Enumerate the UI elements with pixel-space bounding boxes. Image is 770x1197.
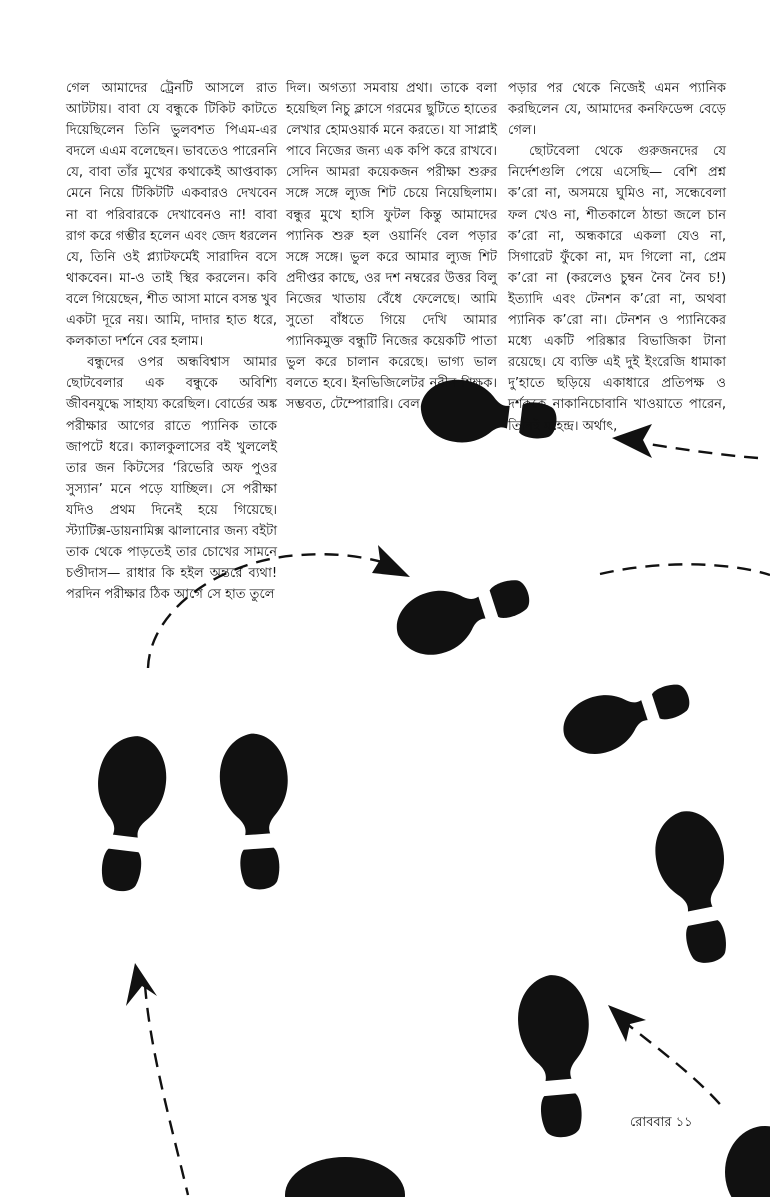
footprint [514, 972, 598, 1140]
footprint-partial [725, 1126, 770, 1197]
footprint [85, 732, 171, 895]
footprint-partial [285, 1157, 405, 1197]
paragraph: ছোটবেলা থেকে গুরুজনদের যে নির্দেশগুলি পেয়ে এসেছি— বেশি প্রশ্ন ক’রো না, অসময়ে ঘুমিও না, সন্ধেবেলা ফল খেও না, শীতকালে ঠান্ডা জলে চান ক’রো না, অন্ধকারে একলা যেও না, সিগারেট ফুঁকো না, মদ গিলো না, প্রেম ক’রো না (করলেও চুম্বন নৈব নৈব চ!) ইত্যাদি এবং টেনশন ক’রো না, অথবা প্যানিক ক’রো না। টেনশন ও প্যানিকের মধ্যে একটি পরিষ্কার বিভাজিকা টানা রয়েছে। যে ব্যক্তি এই দুই ইংরেজি ধামাকা দু’হাতে ছড়িয়ে একাধারে প্রতিপক্ষ ও দর্শককে নাকানিচোবানি খাওয়াতে পারেন, তিনিই মহেন্দ্র। অর্থাৎ, [508, 144, 726, 434]
footprint [217, 731, 295, 891]
footprint [388, 563, 537, 664]
arrow-icon [126, 963, 157, 1006]
paragraph: দিল। অগত্যা সমবায় প্রথা। তাকে বলা হয়েছিল নিচু ক্লাসে গরমের ছুটিতে হাতের লেখার হোমওয়ার্ক মনে করতে। যা সাপ্লাই পাবে নিজের জন্য এক কপি করে রাখবে। সেদিন আমরা কয়েকজন পরীক্ষা শুরুর সঙ্গে সঙ্গে ল্যুজ শিট চেয়ে নিয়েছিলাম। বন্ধুর মুখে হাসি ফুটল কিন্তু আমাদের প্যানিক শুরু হল ওয়ার্নিং বেল পড়ার সঙ্গে সঙ্গে। ভুল করে আমার ল্যুজ শিট প্রদীপ্তর কাছে, ওর দশ নম্বরের উত্তর বিলু নিজের খাতায় বেঁধে ফেলেছে। আমি সুতো বাঁধতে গিয়ে দেখি আমার প্যানিকমুক্ত বন্ধুটি নিজের কয়েকটি পাতা ভুল করে চালান করেছে। ভাগ্য ভাল বলতে হবে। ইনভিজিলেটর নবীন শিক্ষক। সম্ভবত, টেম্পোরারি। বেল [286, 81, 497, 413]
paragraph: গেল আমাদের ট্রেনটি আসলে রাত আটটায়। বাবা যে বন্ধুকে টিকিট কাটতে দিয়েছিলেন তিনি ভুলবশত পিএম-এর বদলে এএম বলেছেন। ভাবতেও পারেননি যে, বাবা তাঁর মুখের কথাকেই আপ্তবাক্য মেনে নিয়ে টিকিটটি একবারও দেখবেন না বা পরিবারকে দেখাবেনও না! বাবা রাগ করে গম্ভীর হলেন এবং জেদ ধরলেন যে, তিনি ওই প্ল্যাটফর্মেই সারাদিন বসে থাকবেন। মা-ও তাই স্থির করলেন। কবি বলে গিয়েছেন, শীত আসা মানে বসন্ত খুব একটা দূরে নয়। আমি, দাদার হাত ধরে, কলকাতা দর্শনে বের হলাম। [66, 81, 277, 350]
paragraph: বন্ধুদের ওপর অন্ধবিশ্বাস আমার ছোটবেলার এক বন্ধুকে অবিশ্যি জীবনযুদ্ধে সাহায্য করেছিল। বোর্ডের অঙ্ক পরীক্ষার আগের রাতে প্যানিক তাকে জাপটে ধরে। ক্যালকুলাসের বই খুললেই তার জন কিটসের ‘রিভেরি অফ পুওর সুস্যান’ মনে পড়ে যাচ্ছিল। সে পরীক্ষা যদিও প্রথম দিনেই হয়ে গিয়েছে। স্ট্যাটিক্স-ডায়নামিক্স ঝালানোর জন্য বইটা তাক থেকে পাড়তেই তার চোখের সামনে চণ্ডীদাস— রাধার কি হইল অন্তরে ব্যথা! পরদিন পরীক্ষার ঠিক আগে সে হাত তুলে [66, 355, 277, 603]
footprint [648, 805, 744, 969]
article-column-3 [508, 78, 726, 437]
page-folio: রোববার ১১ [630, 1115, 693, 1130]
footprint [556, 669, 697, 763]
arrow-icon [608, 1005, 646, 1042]
article-column-2 [286, 78, 497, 416]
paragraph: পড়ার পর থেকে নিজেই এমন প্যানিক করছিলেন যে, আমাদের কনফিডেন্স বেড়ে গেল। [508, 81, 726, 139]
article-column-1 [66, 78, 277, 605]
